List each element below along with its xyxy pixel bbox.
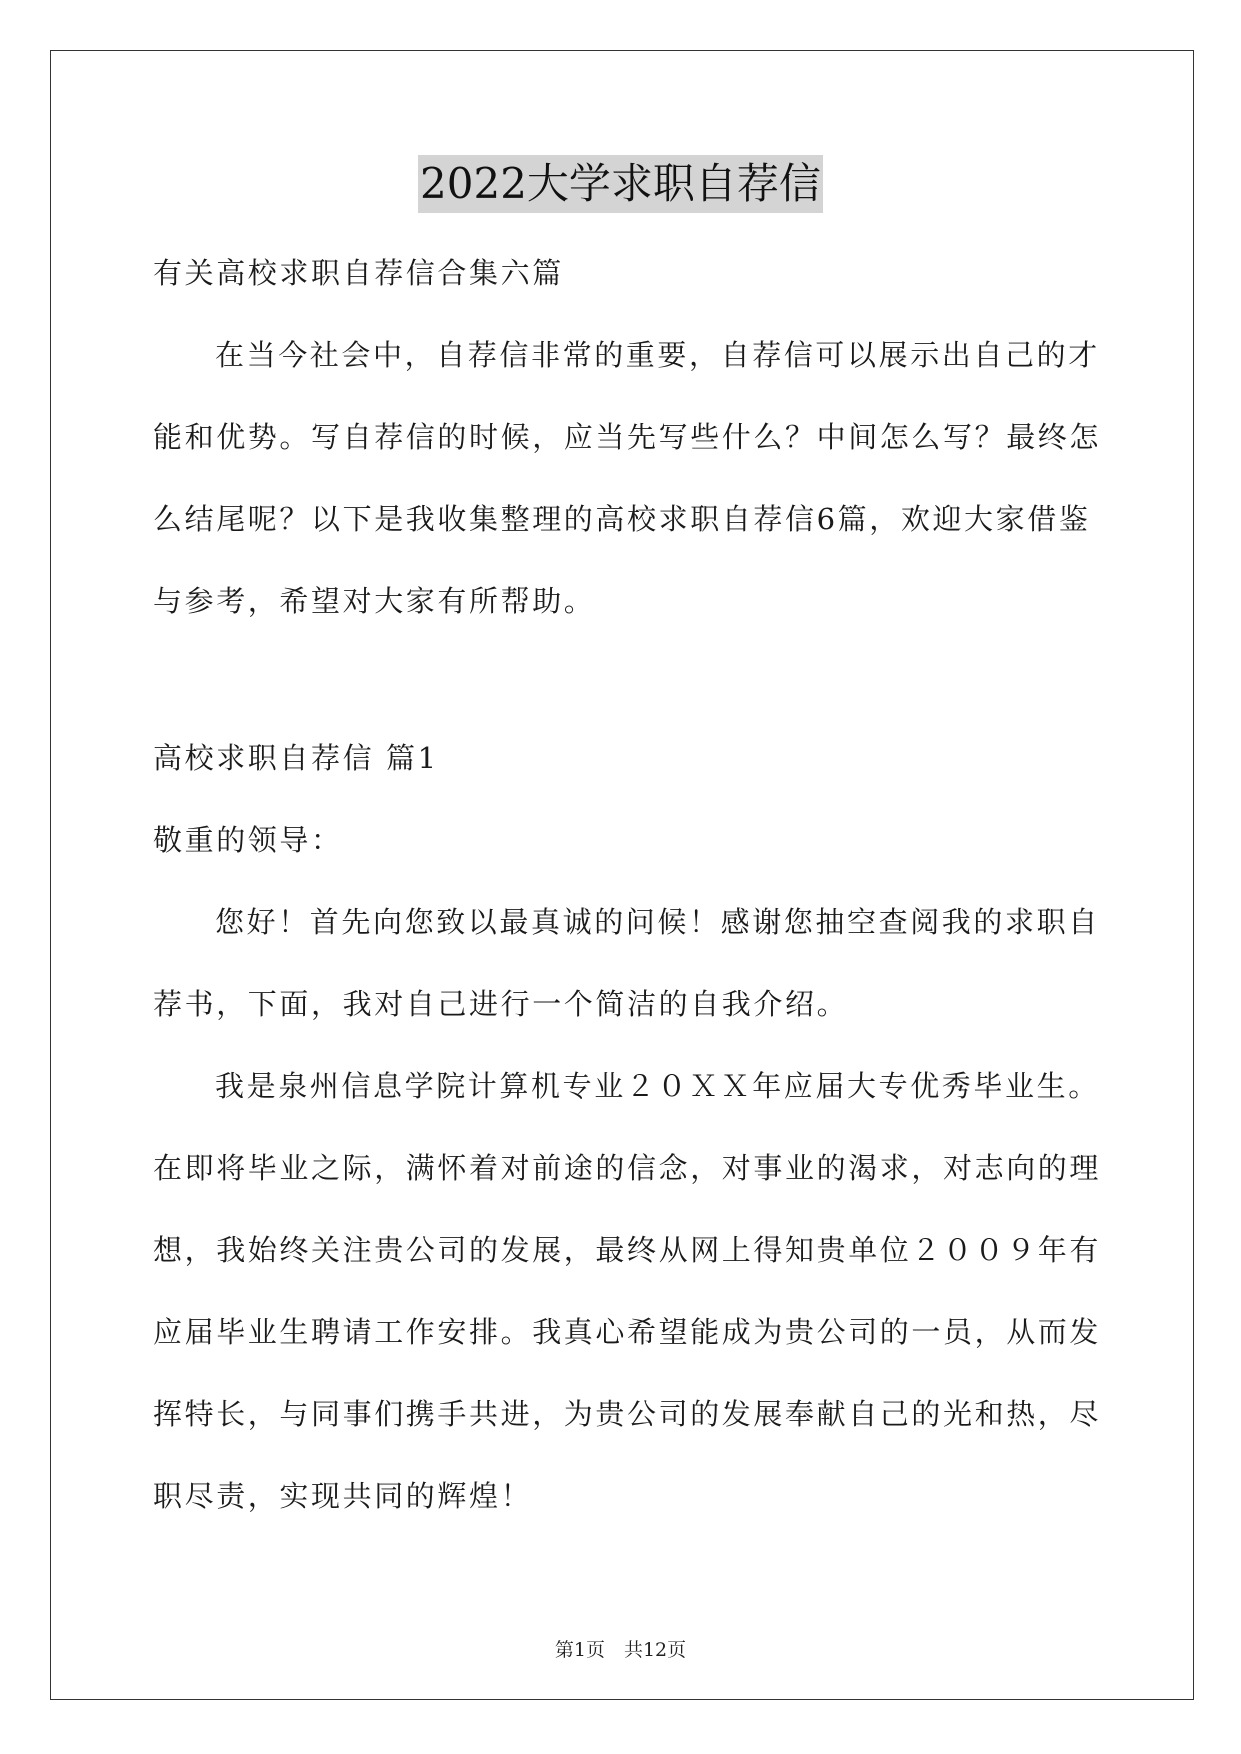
paragraph-line: 我是泉州信息学院计算机专业２０ＸＸ年应届大专优秀毕业生。: [215, 1069, 1100, 1103]
page-footer: 第1页 共12页: [554, 1639, 687, 1661]
section-heading: 高校求职自荐信 篇1: [153, 741, 439, 775]
paragraph-line: 挥特长，与同事们携手共进，为贵公司的发展奉献自己的光和热，尽: [153, 1397, 1102, 1431]
salutation: 敬重的领导：: [153, 823, 343, 857]
document-title: 2022大学求职自荐信: [418, 155, 823, 213]
section-gap: [153, 642, 1093, 717]
title-container: [0, 155, 1241, 213]
paragraph-line: 荐书，下面，我对自己进行一个简洁的自我介绍。: [153, 987, 849, 1021]
intro-paragraph: [153, 314, 1102, 642]
paragraph-line: 您好！首先向您致以最真诚的问候！感谢您抽空查阅我的求职自: [215, 905, 1100, 939]
paragraph-line: 与参考，希望对大家有所帮助。: [153, 584, 596, 618]
paragraph-line: 应届毕业生聘请工作安排。我真心希望能成为贵公司的一员，从而发: [153, 1315, 1102, 1349]
paragraph-line: 想，我始终关注贵公司的发展，最终从网上得知贵单位２００９年有: [153, 1233, 1102, 1267]
paragraph-line: 能和优势。写自荐信的时候，应当先写些什么？中间怎么写？最终怎: [153, 420, 1102, 454]
document-subtitle: 有关高校求职自荐信合集六篇: [153, 256, 564, 290]
paragraph-line: 在即将毕业之际，满怀着对前途的信念，对事业的渴求，对志向的理: [153, 1151, 1102, 1185]
greeting-paragraph: [153, 881, 1100, 1045]
introduction-paragraph: [153, 1045, 1102, 1537]
paragraph-line: 在当今社会中，自荐信非常的重要，自荐信可以展示出自己的才: [215, 338, 1100, 372]
paragraph-line: 么结尾呢？以下是我收集整理的高校求职自荐信6篇，欢迎大家借鉴: [153, 502, 1091, 536]
document-body: [153, 232, 1102, 1537]
paragraph-line: 职尽责，实现共同的辉煌！: [153, 1479, 533, 1513]
